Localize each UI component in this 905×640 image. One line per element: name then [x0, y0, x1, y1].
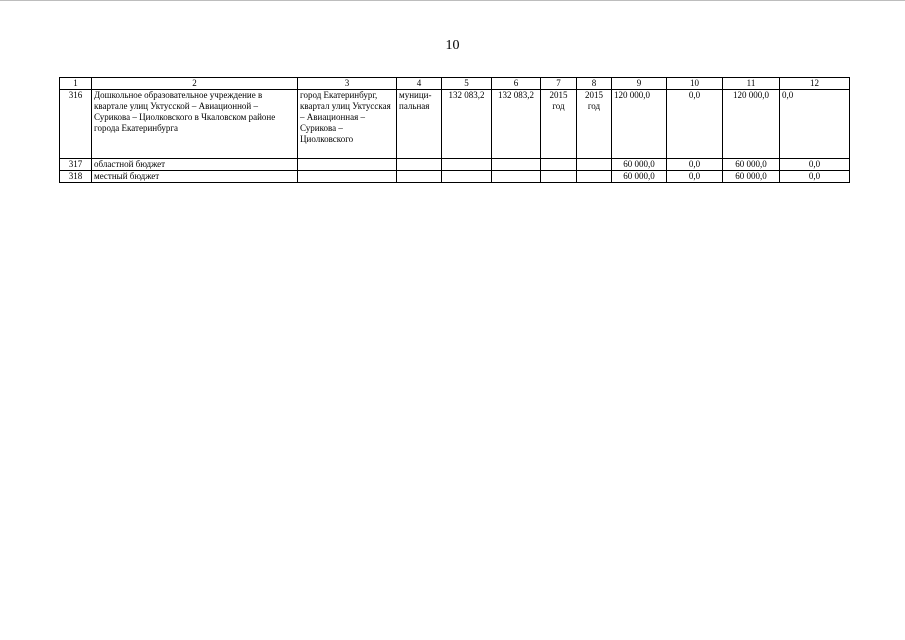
empty-cell	[577, 159, 612, 171]
value-cell: 60 000,0	[612, 171, 667, 183]
object-name-cell: Дошкольное образовательное учреждение в квартале улиц Уктусской – Авиационной – Сурикова – Циолковского в Чкаловском районе города Екатеринбурга	[92, 90, 298, 159]
empty-cell	[397, 171, 442, 183]
empty-cell	[541, 159, 577, 171]
value-cell: 132 083,2	[492, 90, 541, 159]
empty-cell	[298, 171, 397, 183]
row-number-cell: 318	[60, 171, 92, 183]
header-cell: 12	[780, 78, 850, 90]
header-cell: 6	[492, 78, 541, 90]
value-cell: 0,0	[667, 159, 723, 171]
year-cell: 2015 год	[577, 90, 612, 159]
page-number: 10	[445, 38, 460, 53]
value-cell: 120 000,0	[723, 90, 780, 159]
value-cell: 0,0	[667, 171, 723, 183]
empty-cell	[442, 171, 492, 183]
table-row	[60, 159, 850, 171]
header-cell: 10	[667, 78, 723, 90]
value-cell: 132 083,2	[442, 90, 492, 159]
table-row	[60, 90, 850, 159]
header-cell: 8	[577, 78, 612, 90]
empty-cell	[298, 159, 397, 171]
value-cell: 0,0	[780, 90, 850, 159]
value-cell: 120 000,0	[612, 90, 667, 159]
table-row	[60, 171, 850, 183]
empty-cell	[442, 159, 492, 171]
value-cell: 0,0	[780, 159, 850, 171]
row-number-cell: 316	[60, 90, 92, 159]
table-header-row	[60, 78, 850, 90]
row-number-cell: 317	[60, 159, 92, 171]
header-cell: 1	[60, 78, 92, 90]
data-table	[59, 77, 850, 183]
value-cell: 0,0	[667, 90, 723, 159]
header-cell: 5	[442, 78, 492, 90]
header-cell: 7	[541, 78, 577, 90]
location-cell: город Екатеринбург, квартал улиц Уктусская – Авиационная – Сурикова – Циолковского	[298, 90, 397, 159]
header-cell: 3	[298, 78, 397, 90]
value-cell: 0,0	[780, 171, 850, 183]
empty-cell	[492, 159, 541, 171]
header-cell: 2	[92, 78, 298, 90]
value-cell: 60 000,0	[723, 159, 780, 171]
header-cell: 11	[723, 78, 780, 90]
empty-cell	[492, 171, 541, 183]
value-cell: 60 000,0	[612, 159, 667, 171]
budget-name-cell: областной бюджет	[92, 159, 298, 171]
header-cell: 9	[612, 78, 667, 90]
empty-cell	[541, 171, 577, 183]
value-cell: 60 000,0	[723, 171, 780, 183]
year-cell: 2015 год	[541, 90, 577, 159]
budget-name-cell: местный бюджет	[92, 171, 298, 183]
empty-cell	[577, 171, 612, 183]
empty-cell	[397, 159, 442, 171]
header-cell: 4	[397, 78, 442, 90]
ownership-cell: муници-пальная	[397, 90, 442, 159]
top-rule	[0, 0, 905, 1]
